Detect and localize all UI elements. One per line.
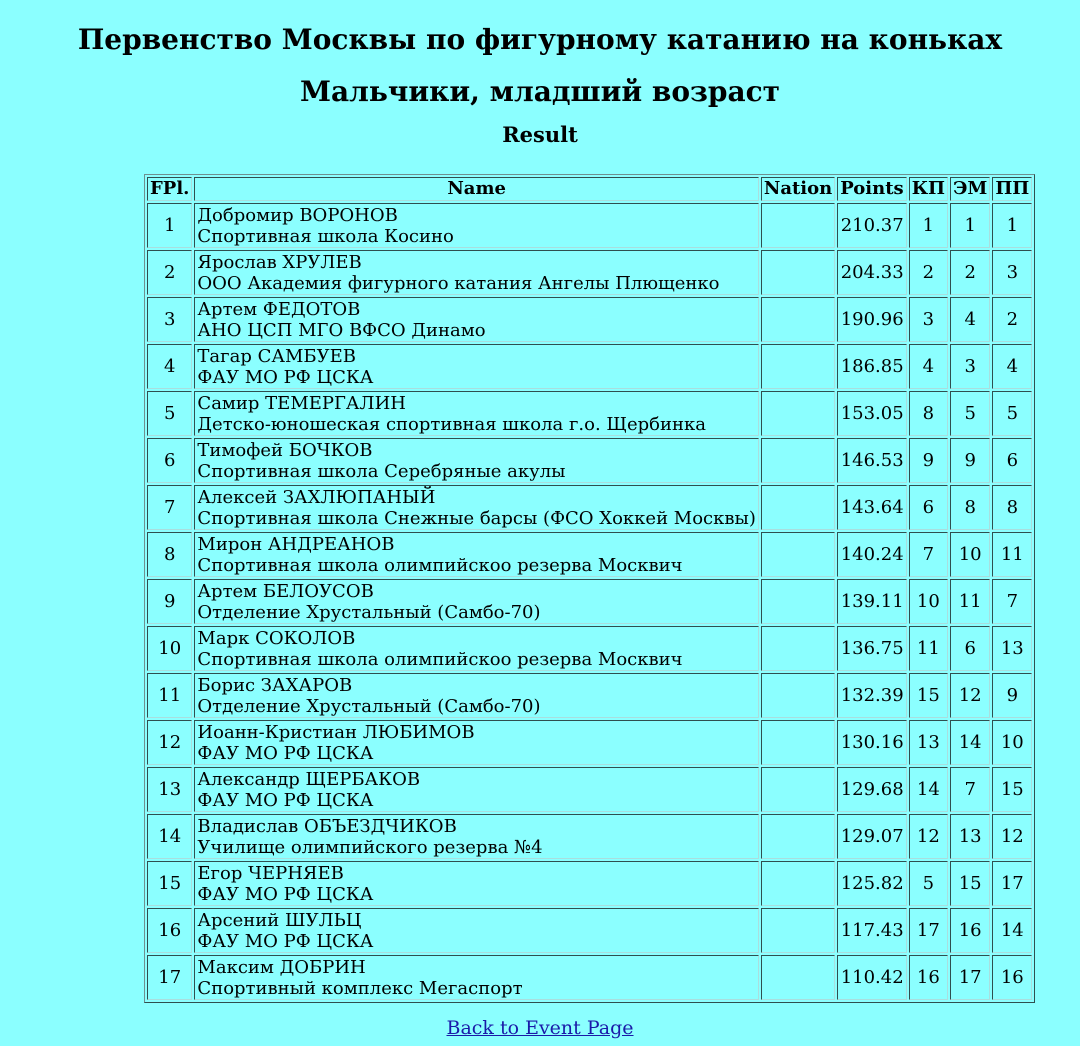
club-name: ФАУ МО РФ ЦСКА bbox=[197, 930, 374, 952]
table-row bbox=[147, 203, 1032, 248]
em-rank-cell: 9 bbox=[950, 438, 990, 483]
club-name: Спортивная школа олимпийскоо резерва Москвич bbox=[197, 554, 683, 576]
nation-cell bbox=[761, 485, 835, 530]
kp-rank-cell: 17 bbox=[909, 908, 948, 953]
table-row bbox=[147, 391, 1032, 436]
points-cell: 110.42 bbox=[837, 955, 906, 1000]
club-name: Спортивный комплекс Мегаспорт bbox=[197, 977, 523, 999]
results-table-body bbox=[147, 203, 1032, 1000]
column-header-name: Name bbox=[194, 177, 758, 201]
club-name: Отделение Хрустальный (Самбо-70) bbox=[197, 601, 541, 623]
kp-rank-cell: 15 bbox=[909, 673, 948, 718]
name-cell bbox=[194, 438, 758, 483]
placement-cell: 10 bbox=[147, 626, 192, 671]
kp-rank-cell: 13 bbox=[909, 720, 948, 765]
table-row bbox=[147, 579, 1032, 624]
pp-rank-cell: 12 bbox=[992, 814, 1032, 859]
pp-rank-cell: 13 bbox=[992, 626, 1032, 671]
nation-cell bbox=[761, 297, 835, 342]
results-table bbox=[144, 174, 1035, 1003]
placement-cell: 1 bbox=[147, 203, 192, 248]
kp-rank-cell: 10 bbox=[909, 579, 948, 624]
points-cell: 136.75 bbox=[837, 626, 906, 671]
nation-cell bbox=[761, 579, 835, 624]
athlete-name: Артем БЕЛОУСОВ bbox=[197, 580, 374, 602]
placement-cell: 15 bbox=[147, 861, 192, 906]
em-rank-cell: 8 bbox=[950, 485, 990, 530]
pp-rank-cell: 8 bbox=[992, 485, 1032, 530]
pp-rank-cell: 15 bbox=[992, 767, 1032, 812]
points-cell: 132.39 bbox=[837, 673, 906, 718]
placement-cell: 3 bbox=[147, 297, 192, 342]
name-cell bbox=[194, 391, 758, 436]
placement-cell: 7 bbox=[147, 485, 192, 530]
points-cell: 129.07 bbox=[837, 814, 906, 859]
points-cell: 190.96 bbox=[837, 297, 906, 342]
table-row bbox=[147, 532, 1032, 577]
kp-rank-cell: 16 bbox=[909, 955, 948, 1000]
nation-cell bbox=[761, 626, 835, 671]
kp-rank-cell: 6 bbox=[909, 485, 948, 530]
kp-rank-cell: 12 bbox=[909, 814, 948, 859]
column-header-nation: Nation bbox=[761, 177, 835, 201]
nation-cell bbox=[761, 908, 835, 953]
placement-cell: 11 bbox=[147, 673, 192, 718]
points-cell: 186.85 bbox=[837, 344, 906, 389]
points-cell: 129.68 bbox=[837, 767, 906, 812]
em-rank-cell: 7 bbox=[950, 767, 990, 812]
name-cell bbox=[194, 532, 758, 577]
name-cell bbox=[194, 908, 758, 953]
club-name: Детско-юношеская спортивная школа г.о. Щербинка bbox=[197, 413, 706, 435]
table-row bbox=[147, 438, 1032, 483]
pp-rank-cell: 16 bbox=[992, 955, 1032, 1000]
kp-rank-cell: 14 bbox=[909, 767, 948, 812]
kp-rank-cell: 7 bbox=[909, 532, 948, 577]
points-cell: 139.11 bbox=[837, 579, 906, 624]
kp-rank-cell: 3 bbox=[909, 297, 948, 342]
points-cell: 210.37 bbox=[837, 203, 906, 248]
em-rank-cell: 2 bbox=[950, 250, 990, 295]
nation-cell bbox=[761, 767, 835, 812]
name-cell bbox=[194, 767, 758, 812]
table-row bbox=[147, 814, 1032, 859]
athlete-name: Борис ЗАХАРОВ bbox=[197, 674, 353, 696]
points-cell: 130.16 bbox=[837, 720, 906, 765]
column-header-em: ЭМ bbox=[950, 177, 990, 201]
athlete-name: Марк СОКОЛОВ bbox=[197, 627, 356, 649]
pp-rank-cell: 2 bbox=[992, 297, 1032, 342]
club-name: Училище олимпийского резерва №4 bbox=[197, 836, 543, 858]
em-rank-cell: 5 bbox=[950, 391, 990, 436]
kp-rank-cell: 4 bbox=[909, 344, 948, 389]
table-row bbox=[147, 485, 1032, 530]
athlete-name: Владислав ОБЪЕЗДЧИКОВ bbox=[197, 815, 457, 837]
pp-rank-cell: 11 bbox=[992, 532, 1032, 577]
points-cell: 117.43 bbox=[837, 908, 906, 953]
name-cell bbox=[194, 344, 758, 389]
nation-cell bbox=[761, 673, 835, 718]
name-cell bbox=[194, 485, 758, 530]
table-row bbox=[147, 908, 1032, 953]
placement-cell: 5 bbox=[147, 391, 192, 436]
category-subtitle: Мальчики, младший возраст bbox=[300, 75, 780, 108]
kp-rank-cell: 11 bbox=[909, 626, 948, 671]
club-name: Спортивная школа Косино bbox=[197, 225, 454, 247]
nation-cell bbox=[761, 814, 835, 859]
athlete-name: Артем ФЕДОТОВ bbox=[197, 298, 361, 320]
placement-cell: 14 bbox=[147, 814, 192, 859]
nation-cell bbox=[761, 203, 835, 248]
column-header-kp: КП bbox=[909, 177, 948, 201]
athlete-name: Алексей ЗАХЛЮПАНЫЙ bbox=[197, 486, 436, 508]
club-name: ООО Академия фигурного катания Ангелы Плющенко bbox=[197, 272, 720, 294]
athlete-name: Ярослав ХРУЛЕВ bbox=[197, 251, 362, 273]
club-name: АНО ЦСП МГО ВФСО Динамо bbox=[197, 319, 486, 341]
athlete-name: Тимофей БОЧКОВ bbox=[197, 439, 373, 461]
kp-rank-cell: 1 bbox=[909, 203, 948, 248]
athlete-name: Самир ТЕМЕРГАЛИН bbox=[197, 392, 406, 414]
pp-rank-cell: 3 bbox=[992, 250, 1032, 295]
table-row bbox=[147, 861, 1032, 906]
table-row bbox=[147, 344, 1032, 389]
nation-cell bbox=[761, 438, 835, 483]
name-cell bbox=[194, 955, 758, 1000]
nation-cell bbox=[761, 344, 835, 389]
pp-rank-cell: 10 bbox=[992, 720, 1032, 765]
club-name: ФАУ МО РФ ЦСКА bbox=[197, 789, 374, 811]
athlete-name: Добромир ВОРОНОВ bbox=[197, 204, 398, 226]
nation-cell bbox=[761, 720, 835, 765]
pp-rank-cell: 7 bbox=[992, 579, 1032, 624]
em-rank-cell: 15 bbox=[950, 861, 990, 906]
athlete-name: Арсений ШУЛЬЦ bbox=[197, 909, 362, 931]
points-cell: 153.05 bbox=[837, 391, 906, 436]
pp-rank-cell: 4 bbox=[992, 344, 1032, 389]
pp-rank-cell: 6 bbox=[992, 438, 1032, 483]
nation-cell bbox=[761, 955, 835, 1000]
table-row bbox=[147, 955, 1032, 1000]
placement-cell: 6 bbox=[147, 438, 192, 483]
em-rank-cell: 3 bbox=[950, 344, 990, 389]
column-header-points: Points bbox=[837, 177, 906, 201]
table-header-row bbox=[147, 177, 1032, 201]
points-cell: 204.33 bbox=[837, 250, 906, 295]
em-rank-cell: 13 bbox=[950, 814, 990, 859]
table-row bbox=[147, 297, 1032, 342]
table-row bbox=[147, 250, 1032, 295]
name-cell bbox=[194, 626, 758, 671]
points-cell: 140.24 bbox=[837, 532, 906, 577]
placement-cell: 2 bbox=[147, 250, 192, 295]
placement-cell: 8 bbox=[147, 532, 192, 577]
nation-cell bbox=[761, 391, 835, 436]
name-cell bbox=[194, 720, 758, 765]
em-rank-cell: 1 bbox=[950, 203, 990, 248]
pp-rank-cell: 17 bbox=[992, 861, 1032, 906]
em-rank-cell: 4 bbox=[950, 297, 990, 342]
pp-rank-cell: 9 bbox=[992, 673, 1032, 718]
placement-cell: 16 bbox=[147, 908, 192, 953]
table-row bbox=[147, 720, 1032, 765]
back-to-event-link[interactable]: Back to Event Page bbox=[446, 1017, 634, 1039]
placement-cell: 17 bbox=[147, 955, 192, 1000]
table-row bbox=[147, 673, 1032, 718]
pp-rank-cell: 5 bbox=[992, 391, 1032, 436]
club-name: ФАУ МО РФ ЦСКА bbox=[197, 742, 374, 764]
pp-rank-cell: 1 bbox=[992, 203, 1032, 248]
nation-cell bbox=[761, 250, 835, 295]
em-rank-cell: 16 bbox=[950, 908, 990, 953]
em-rank-cell: 12 bbox=[950, 673, 990, 718]
name-cell bbox=[194, 297, 758, 342]
em-rank-cell: 17 bbox=[950, 955, 990, 1000]
table-row bbox=[147, 626, 1032, 671]
name-cell bbox=[194, 861, 758, 906]
athlete-name: Александр ЩЕРБАКОВ bbox=[197, 768, 421, 790]
athlete-name: Егор ЧЕРНЯЕВ bbox=[197, 862, 344, 884]
club-name: ФАУ МО РФ ЦСКА bbox=[197, 883, 374, 905]
em-rank-cell: 6 bbox=[950, 626, 990, 671]
club-name: ФАУ МО РФ ЦСКА bbox=[197, 366, 374, 388]
placement-cell: 9 bbox=[147, 579, 192, 624]
name-cell bbox=[194, 579, 758, 624]
pp-rank-cell: 14 bbox=[992, 908, 1032, 953]
em-rank-cell: 14 bbox=[950, 720, 990, 765]
kp-rank-cell: 9 bbox=[909, 438, 948, 483]
kp-rank-cell: 2 bbox=[909, 250, 948, 295]
points-cell: 125.82 bbox=[837, 861, 906, 906]
name-cell bbox=[194, 250, 758, 295]
page-title: Первенство Москвы по фигурному катанию на коньках bbox=[77, 23, 1003, 56]
points-cell: 143.64 bbox=[837, 485, 906, 530]
points-cell: 146.53 bbox=[837, 438, 906, 483]
column-header-pp: ПП bbox=[992, 177, 1032, 201]
placement-cell: 4 bbox=[147, 344, 192, 389]
nation-cell bbox=[761, 532, 835, 577]
results-table-container bbox=[144, 174, 1035, 1003]
athlete-name: Тагар САМБУЕВ bbox=[197, 345, 357, 367]
club-name: Спортивная школа Снежные барсы (ФСО Хоккей Москвы) bbox=[197, 507, 756, 529]
nation-cell bbox=[761, 861, 835, 906]
athlete-name: Максим ДОБРИН bbox=[197, 956, 366, 978]
column-header-fpl: FPl. bbox=[147, 177, 192, 201]
kp-rank-cell: 8 bbox=[909, 391, 948, 436]
club-name: Спортивная школа олимпийскоо резерва Москвич bbox=[197, 648, 683, 670]
table-row bbox=[147, 767, 1032, 812]
placement-cell: 13 bbox=[147, 767, 192, 812]
em-rank-cell: 11 bbox=[950, 579, 990, 624]
section-heading: Result bbox=[502, 122, 578, 147]
athlete-name: Мирон АНДРЕАНОВ bbox=[197, 533, 395, 555]
athlete-name: Иоанн-Кристиан ЛЮБИМОВ bbox=[197, 721, 475, 743]
name-cell bbox=[194, 203, 758, 248]
club-name: Отделение Хрустальный (Самбо-70) bbox=[197, 695, 541, 717]
back-link-container bbox=[0, 1016, 1080, 1040]
name-cell bbox=[194, 814, 758, 859]
club-name: Спортивная школа Серебряные акулы bbox=[197, 460, 566, 482]
name-cell bbox=[194, 673, 758, 718]
kp-rank-cell: 5 bbox=[909, 861, 948, 906]
placement-cell: 12 bbox=[147, 720, 192, 765]
em-rank-cell: 10 bbox=[950, 532, 990, 577]
